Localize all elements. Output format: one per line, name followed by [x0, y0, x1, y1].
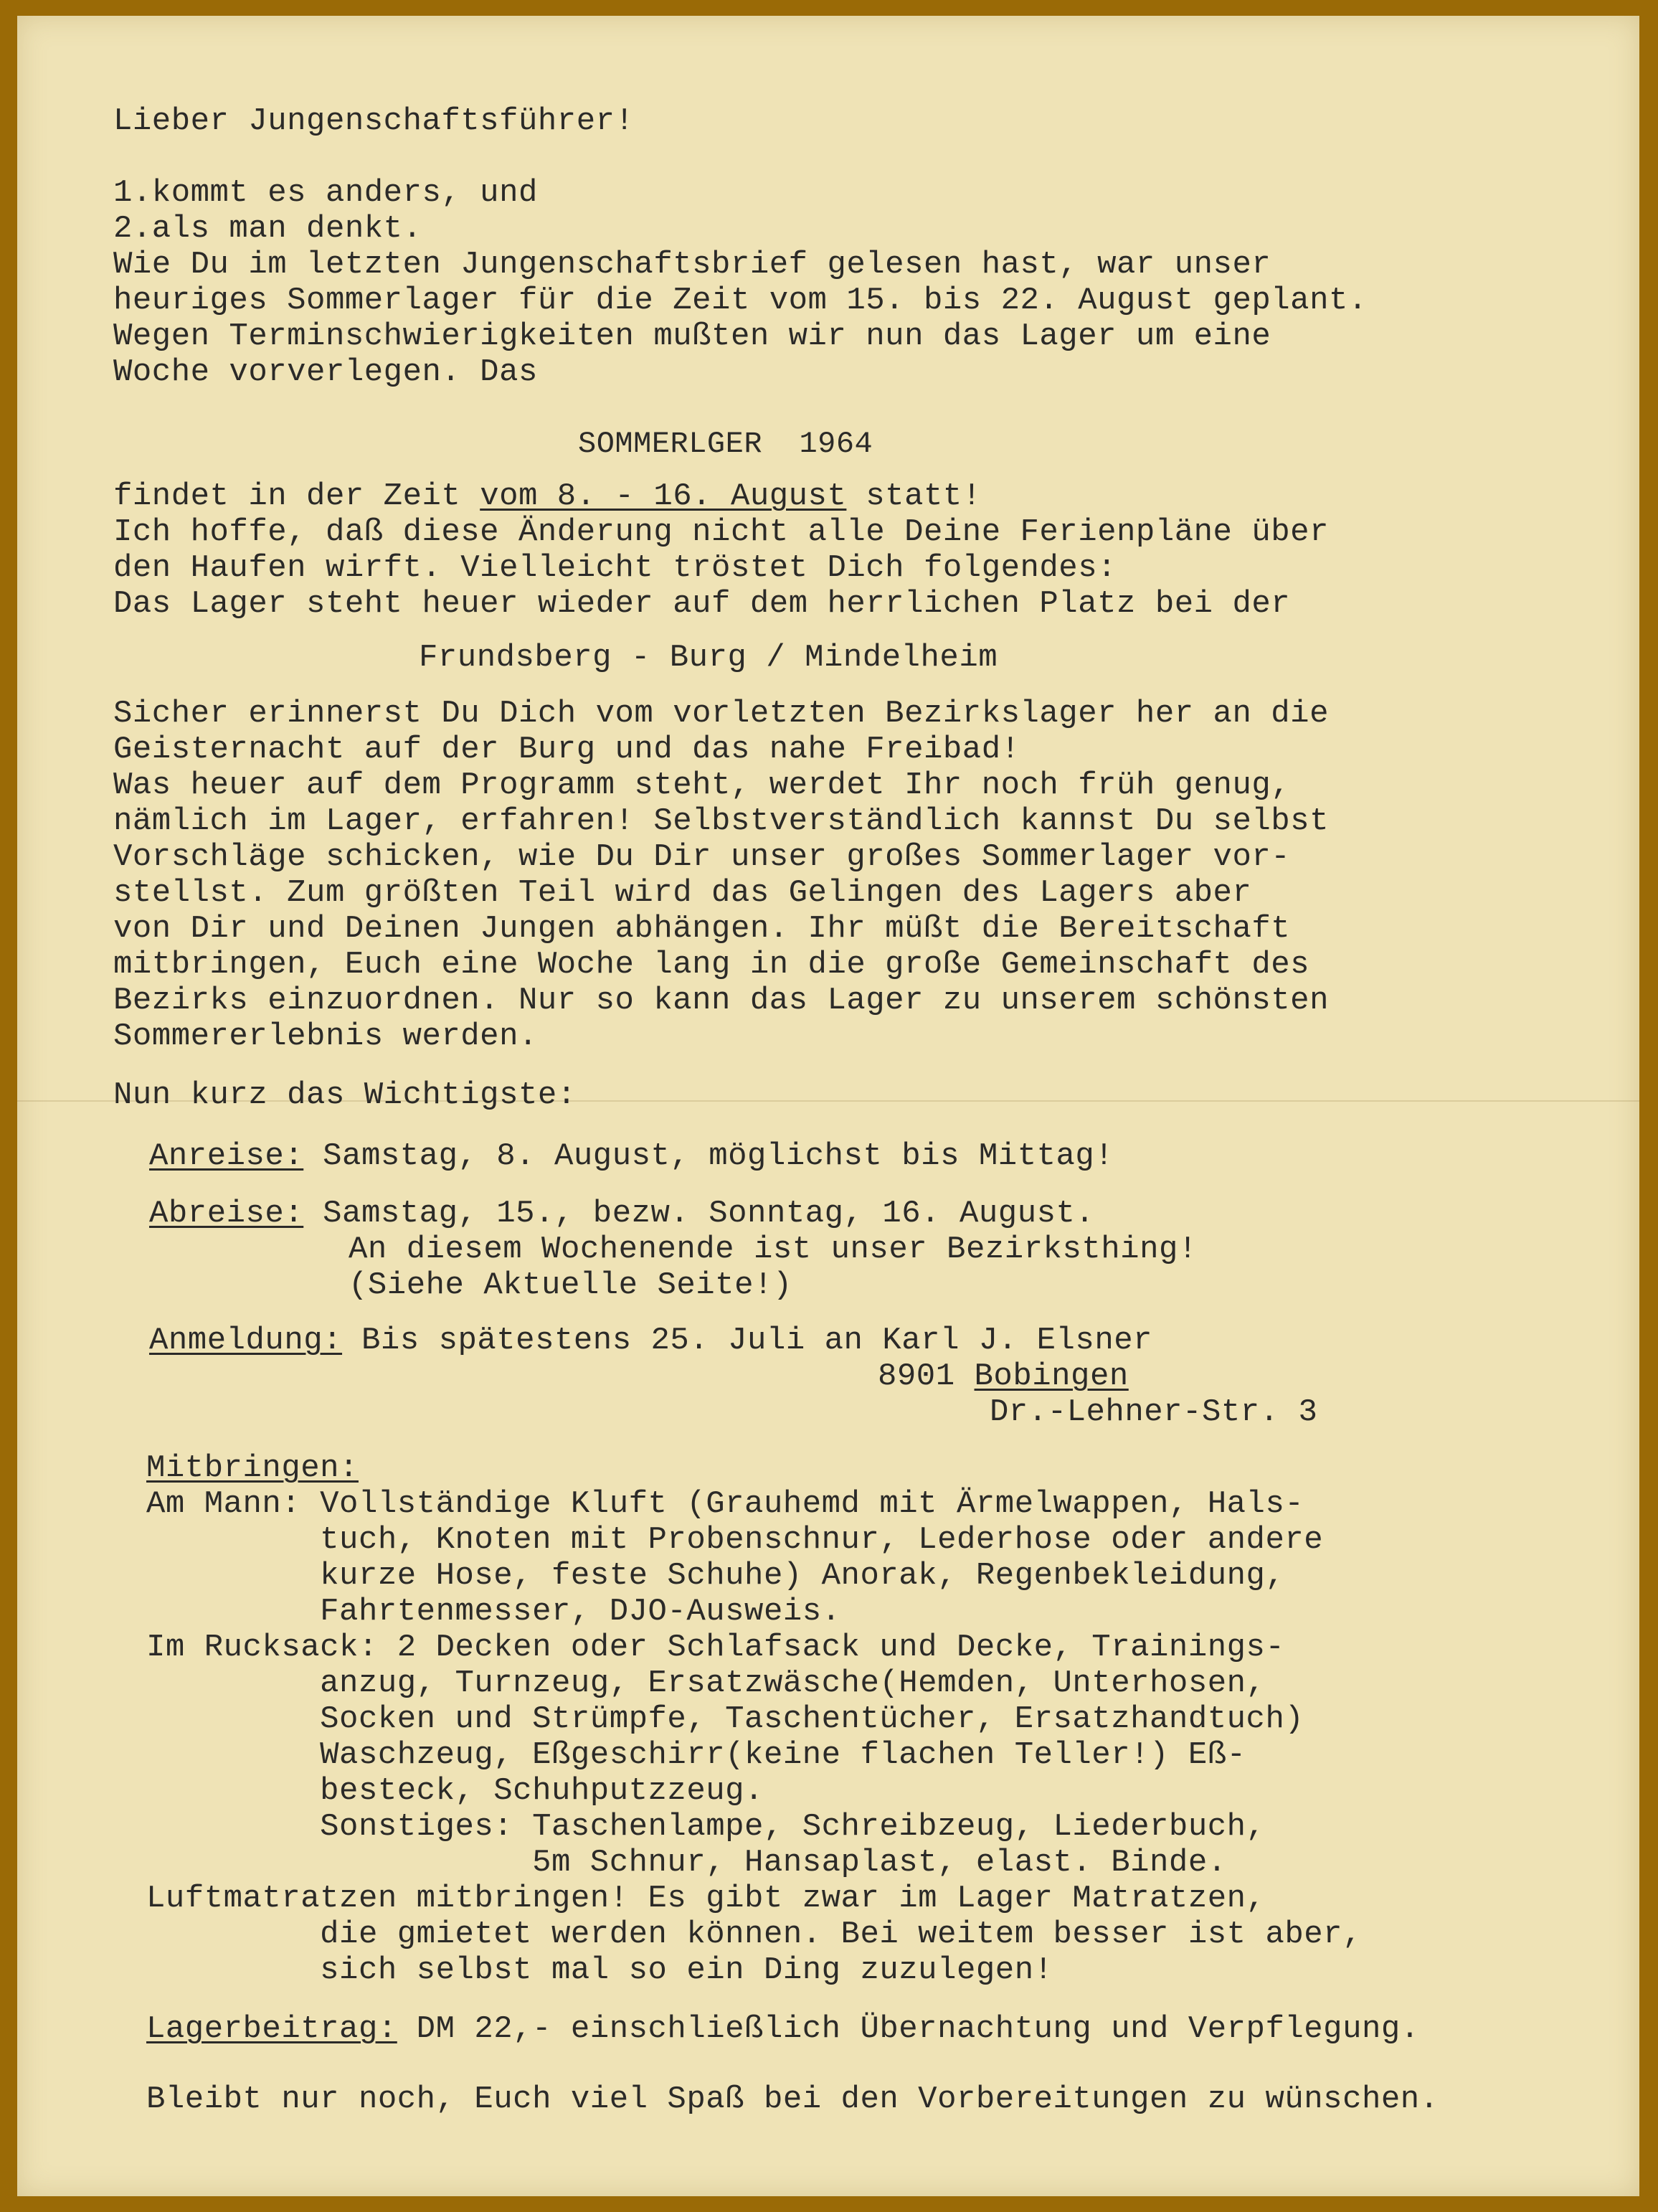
para3-line: Bezirks einzuordnen. Nur so kann das Lager zu unserem schönsten [113, 983, 1329, 1018]
lagerbeitrag-label: Lagerbeitrag: [146, 2011, 397, 2047]
para3-line: Was heuer auf dem Programm steht, werdet Ihr noch früh genug, [113, 767, 1291, 803]
abreise-row [149, 1196, 1094, 1232]
mitbringen-line: Fahrtenmesser, DJO-Ausweis. [146, 1594, 841, 1630]
abreise-label: Abreise: [149, 1196, 304, 1232]
intro-line: Wegen Terminschwierigkeiten mußten wir nun das Lager um eine [113, 318, 1271, 354]
para3-line: Geisternacht auf der Burg und das nahe Freibad! [113, 732, 1020, 767]
para2-line: den Haufen wirft. Vielleicht tröstet Dich folgendes: [113, 550, 1117, 586]
summary-intro: Nun kurz das Wichtigste: [113, 1077, 577, 1113]
para2-line: Ich hoffe, daß diese Änderung nicht alle Deine Ferienpläne über [113, 514, 1329, 550]
mitbringen-line: Socken und Strümpfe, Taschentücher, Ersatzhandtuch) [146, 1701, 1304, 1737]
anmeldung-zip: 8901 [878, 1358, 975, 1394]
para3-line: Vorschläge schicken, wie Du Dir unser großes Sommerlager vor- [113, 839, 1291, 875]
anmeldung-text: Bis spätestens 25. Juli an Karl J. Elsner [342, 1323, 1153, 1358]
para3-line: mitbringen, Euch eine Woche lang in die große Gemeinschaft des [113, 947, 1310, 983]
abreise-text: Samstag, 15., bezw. Sonntag, 16. August. [303, 1196, 1095, 1232]
para3-line: nämlich im Lager, erfahren! Selbstverständlich kannst Du selbst [113, 803, 1329, 839]
mitbringen-line: sich selbst mal so ein Ding zuzulegen! [146, 1952, 1053, 1988]
closing: Bleibt nur noch, Euch viel Spaß bei den Vorbereitungen zu wünschen. [146, 2081, 1439, 2117]
mitbringen-line: besteck, Schuhputzzeug. [146, 1773, 764, 1809]
mitbringen-line: kurze Hose, feste Schuhe) Anorak, Regenbekleidung, [146, 1558, 1285, 1594]
lagerbeitrag-text: DM 22,- einschließlich Übernachtung und Verpflegung. [397, 2011, 1420, 2047]
camp-place: Frundsberg - Burg / Mindelheim [419, 640, 998, 676]
mitbringen-line: tuch, Knoten mit Probenschnur, Lederhose oder andere [146, 1522, 1324, 1558]
para3-line: Sicher erinnerst Du Dich vom vorletzten Bezirkslager her an die [113, 696, 1329, 732]
mitbringen-line: anzug, Turnzeug, Ersatzwäsche(Hemden, Unterhosen, [146, 1665, 1266, 1701]
letter-paper [17, 16, 1639, 2196]
lagerbeitrag-row [146, 2011, 1420, 2047]
greeting: Lieber Jungenschaftsführer! [113, 103, 635, 139]
mitbringen-line: Waschzeug, Eßgeschirr(keine flachen Teller!) Eß- [146, 1737, 1246, 1773]
intro-line: Wie Du im letzten Jungenschaftsbrief gelesen hast, war unser [113, 247, 1271, 283]
para3-line: Sommererlebnis werden. [113, 1018, 538, 1054]
dates-underlined: vom 8. - 16. August [480, 478, 847, 514]
anmeldung-street: Dr.-Lehner-Str. 3 [990, 1394, 1318, 1430]
para3-line: stellst. Zum größten Teil wird das Gelingen des Lagers aber [113, 875, 1252, 911]
mitbringen-line: Luftmatratzen mitbringen! Es gibt zwar im Lager Matratzen, [146, 1881, 1266, 1916]
anreise-label: Anreise: [149, 1138, 304, 1174]
mitbringen-line: Am Mann: Vollständige Kluft (Grauhemd mit Ärmelwappen, Hals- [146, 1486, 1304, 1522]
para3-line: von Dir und Deinen Jungen abhängen. Ihr müßt die Bereitschaft [113, 911, 1291, 947]
abreise-extra: An diesem Wochenende ist unser Bezirksthing! [349, 1232, 1198, 1267]
dates-before: findet in der Zeit [113, 478, 480, 514]
dates-after: statt! [846, 478, 982, 514]
anmeldung-city-line [878, 1358, 1129, 1394]
anreise-row [149, 1138, 1114, 1174]
mitbringen-label: Mitbringen: [146, 1450, 359, 1486]
mitbringen-line: Im Rucksack: 2 Decken oder Schlafsack und Decke, Trainings- [146, 1630, 1285, 1665]
intro-line: heuriges Sommerlager für die Zeit vom 15. bis 22. August geplant. [113, 283, 1368, 318]
abreise-extra: (Siehe Aktuelle Seite!) [349, 1267, 792, 1303]
dates-line [113, 478, 982, 514]
intro-line: 1.kommt es anders, und [113, 175, 538, 211]
para2-line: Das Lager steht heuer wieder auf dem herrlichen Platz bei der [113, 586, 1291, 622]
mitbringen-line: 5m Schnur, Hansaplast, elast. Binde. [146, 1845, 1227, 1881]
intro-line: 2.als man denkt. [113, 211, 422, 247]
anmeldung-label: Anmeldung: [149, 1323, 343, 1358]
anmeldung-row [149, 1323, 1152, 1358]
mitbringen-line: die gmietet werden können. Bei weitem besser ist aber, [146, 1916, 1362, 1952]
intro-line: Woche vorverlegen. Das [113, 354, 538, 390]
mitbringen-line: Sonstiges: Taschenlampe, Schreibzeug, Liederbuch, [146, 1809, 1266, 1845]
anmeldung-city: Bobingen [974, 1358, 1129, 1394]
anreise-text: Samstag, 8. August, möglichst bis Mittag! [303, 1138, 1114, 1174]
camp-heading: SOMMERLGER 1964 [578, 427, 873, 461]
